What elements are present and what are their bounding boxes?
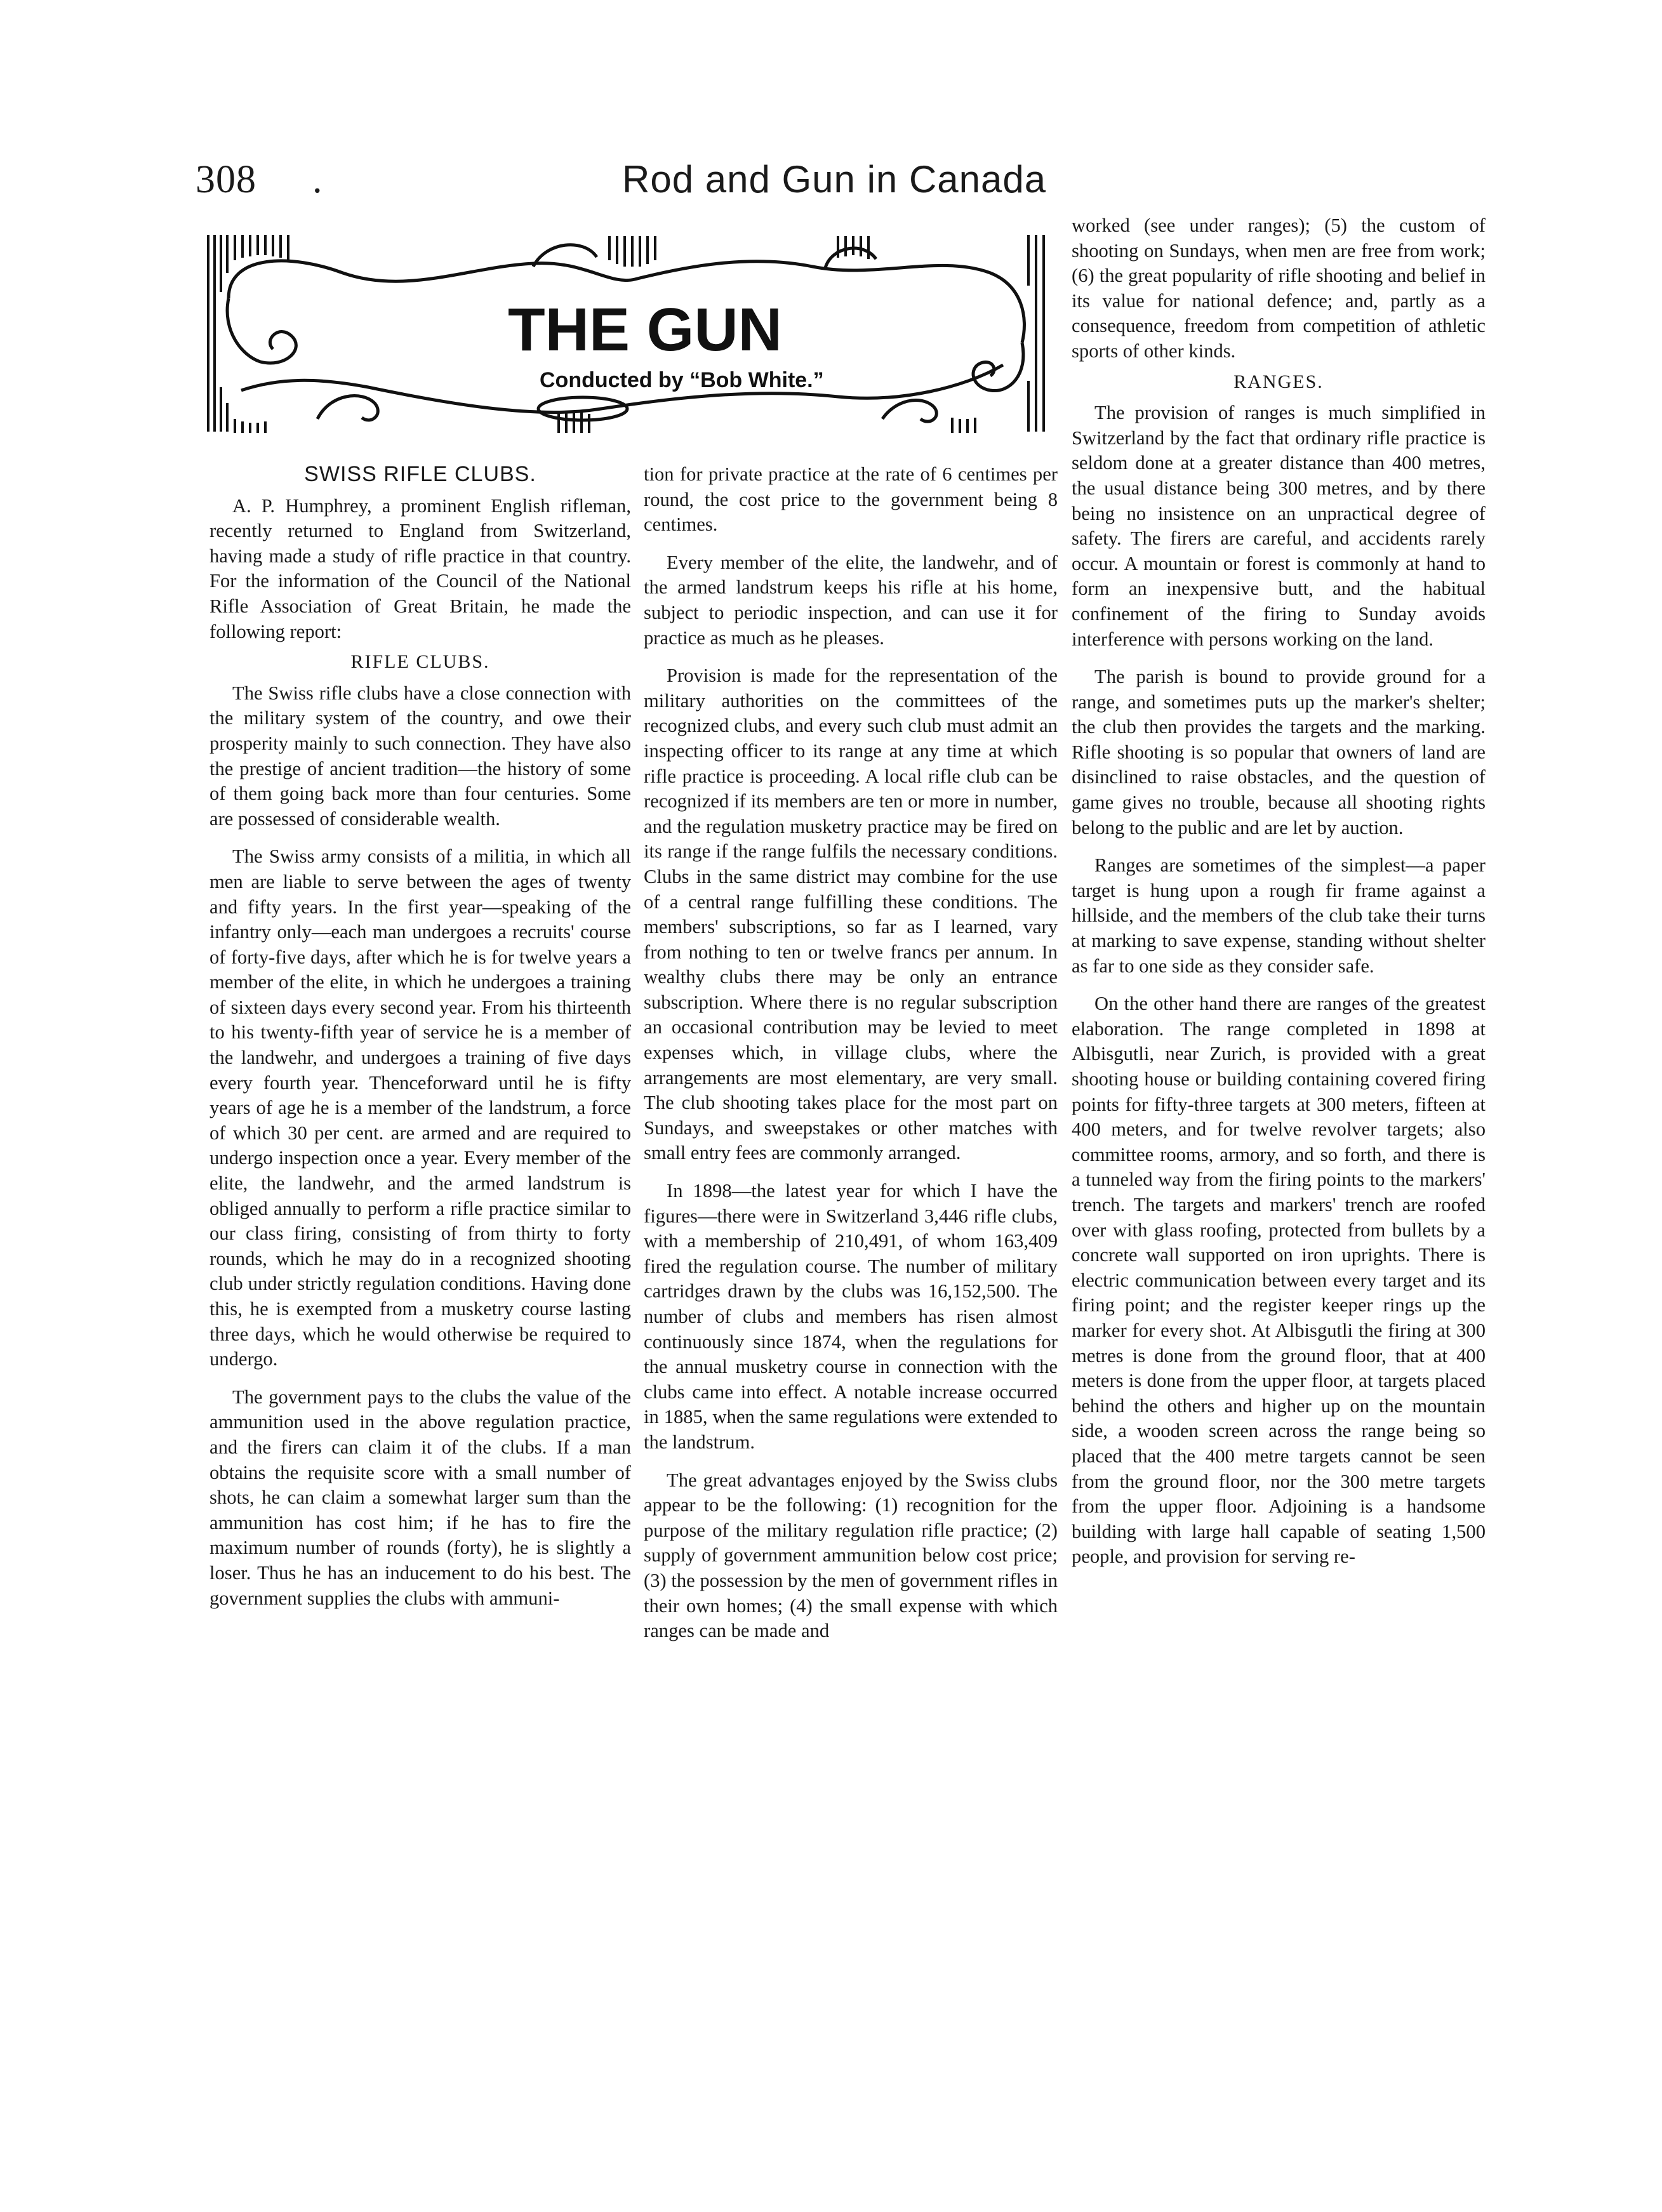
paragraph-continued-ammunition: tion for private practice at the rate of 6 centimes per round, the cost price to the government being 8 centimes. (644, 463, 1058, 536)
paragraph-rifle-at-home: Every member of the elite, the landwehr, and of the armed landstrum keeps his rifle at his home, subject to periodic inspection, and can use it for practice as much as he pleases. (644, 551, 1058, 649)
column-2 (644, 462, 1058, 1644)
section-head-ranges: RANGES. (1233, 371, 1324, 392)
paragraph-government-pays: The government pays to the clubs the value of the ammunition used in the above regulation practice, and the firers can claim it of the clubs. If a man obtains the requisite score with a small number of shots, he can claim a somewhat larger sum than the ammunition has cost him; if he has to fire the maximum number of rounds (forty), he is slightly a loser. Thus he has an inducement to do his best. The government supplies the clubs with ammuni- (209, 1386, 631, 1609)
header-separator: . (312, 158, 322, 201)
paragraph-statistics-1898: In 1898—the latest year for which I have the figures—there were in Switzerland 3,446 rifle clubs, with a membership of 210,491, of whom 163,409 fired the regulation course. The number of military cartridges drawn by the clubs was 16,152,500. The number of clubs and members has risen almost continuously since 1874, when the regulations for the annual musketry course in connection with the clubs came into effect. A notable increase occurred in 1885, when the same regulations were extended to the landstrum. (644, 1180, 1058, 1453)
paragraph-parish: The parish is bound to provide ground for a range, and sometimes puts up the marker's shelter; the club then provides the targets and the marking. Rifle shooting is so popular that owners of land are disinclined to raise obstacles, and the question of game gives no trouble, because all shooting rights belong to the public and are let by auction. (1072, 666, 1486, 838)
page-number: 308 (196, 158, 256, 201)
article-title: SWISS RIFLE CLUBS. (304, 462, 536, 486)
running-title: Rod and Gun in Canada (622, 158, 1047, 201)
paragraph-representation: Provision is made for the representation of the military authorities on the committees of the recognized clubs, and every such club must admit an inspecting officer to its range at any time at which rifle practice is proceeding. A local rifle club can be recognized if its members are ten or more in number, and the regulation musketry practice may be fired on its range if the range fulfils the necessary conditions. Clubs in the same district may combine for the use of a central range fulfilling these conditions. The members' subscriptions, so far as I learned, vary from nothing to ten or twelve francs per annum. In wealthy clubs there may be only an entrance subscription. Where there is no regular subscription an occasional contribution may be levied to meet expenses which, in village clubs, where the arrangements are most elementary, are very small. The club shooting takes place for the most part on Sundays, and sweepstakes or other matches with small entry fees are commonly arranged. (644, 665, 1058, 1164)
banner-title: THE GUN (508, 296, 782, 364)
right-hatching (1028, 235, 1044, 432)
paragraph-albisgutli: On the other hand there are ranges of the greatest elaboration. The range completed in 1898 at Albisgutli, near Zurich, is provided with a great shooting house or building containing covered firing points for fifty-three targets at 300 meters, fifteen at 400 meters, and for twelve revolver targets; also committee rooms, armory, and so forth, and there is a tunneled way from the firing points to the markers' trench. The targets and markers' trench are roofed over with glass roofing, protected from bullets by a concrete wall supported on iron uprights. There is electric communication between every target and its firing point; and the register keeper rings up the marker for every shot. At Albisgutli the firing at 300 metres is done from the ground floor, that at 400 meters is done from the upper floor, at targets placed behind the others and higher up on the mountain side, a wooden screen across the range being so placed that the 400 metre targets cannot be seen from the ground floor, nor the 300 metre targets from the upper floor. Adjoining is a handsome building with large hall capable of seating 1,500 people, and provision for serving re- (1072, 993, 1486, 1568)
paragraph-swiss-army: The Swiss army consists of a militia, in which all men are liable to serve between the ages of twenty and fifty years. In the first year—speaking of the infantry only—each man undergoes a recruits' course of forty-five days, after which he is for twelve years a member of the elite, in which he undergoes a training of sixteen days every second year. From his thirteenth to his twenty-fifth year of service he is a member of the landwehr, and undergoes a training of five days every fourth year. Thenceforward until he is fifty years of age he is a member of the landstrum, a force of which 30 per cent. are armed and are required to undergo inspection once a year. Every member of the elite, the landwehr, and the armed landstrum is obliged annually to perform a rifle practice similar to our class firing, consisting of from thirty to forty rounds, which he may do in a recognized shooting club under strictly regulation conditions. Having done this, he is exempted from a musketry course lasting three days, which he would otherwise be required to undergo. (209, 845, 631, 1370)
column-3 (1072, 213, 1486, 1570)
paragraph-advantages: The great advantages enjoyed by the Swiss clubs appear to be the following: (1) recognition for the purpose of the military regulation rifle practice; (2) supply of government ammunition below cost price; (3) the possession by the men of government rifles in their own homes; (4) the small expense with which ranges can be made and (644, 1469, 1058, 1642)
bottom-hatching (235, 413, 975, 433)
paragraph-simplest-ranges: Ranges are sometimes of the simplest—a paper target is hung upon a rough fir frame against a hillside, and the members of the club take their turns at marking to save expense, standing without shelter as far to one side as they consider safe. (1072, 854, 1486, 977)
paragraph-continued-advantages: worked (see under ranges); (5) the custom of shooting on Sundays, when men are free from work; (6) the great popularity of rifle shooting and belief in its value for national defence; and, partly as a consequence, freedom from competition of athletic sports of other kinds. (1072, 215, 1486, 362)
paragraph-rifle-clubs: The Swiss rifle clubs have a close connection with the military system of the country, and owe their prosperity mainly to such connection. They have also the prestige of ancient tradition—the history of some of them going back more than four centuries. Some are possessed of considerable wealth. (209, 682, 631, 830)
left-hatching (208, 235, 227, 432)
gun-department-banner (203, 228, 1054, 438)
paragraph-intro: A. P. Humphrey, a prominent English rifleman, recently returned to England from Switzerland, having made a study of rifle practice in that country. For the information of the Council of the National Rifle Association of Great Britain, he made the following report: (209, 494, 631, 642)
section-head-rifle-clubs: RIFLE CLUBS. (350, 651, 490, 673)
column-1 (209, 462, 631, 1611)
banner-byline: Conducted by “Bob White.” (540, 368, 824, 392)
paragraph-ranges-provision: The provision of ranges is much simplified in Switzerland by the fact that ordinary rifle practice is seldom done at a greater distance than 400 metres, the usual distance being 300 metres, and by there being no insistence on an unpractical degree of safety. The firers are careful, and accidents rarely occur. A mountain or forest is commonly at hand to form an inexpensive butt, and the habitual confinement of the firing to Sunday avoids interference with persons working on the land. (1072, 402, 1486, 650)
